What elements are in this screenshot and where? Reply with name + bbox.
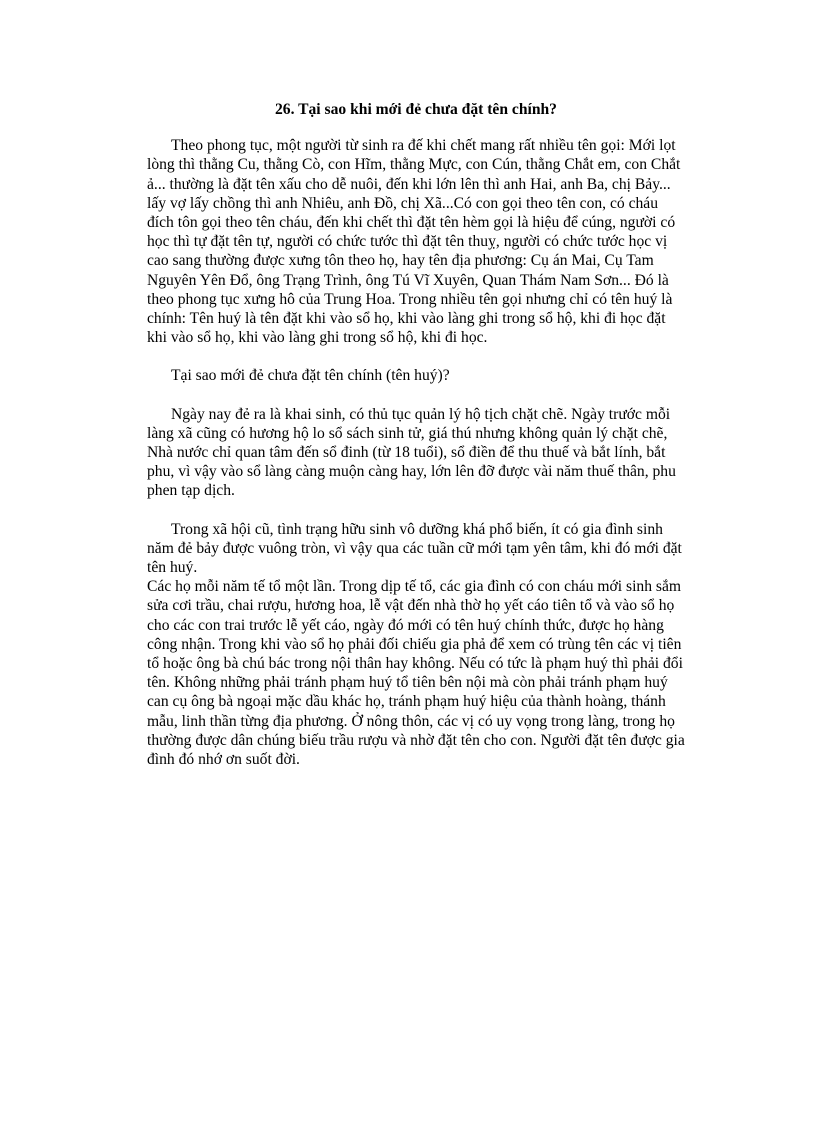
document-title: 26. Tại sao khi mới đẻ chưa đặt tên chính? (275, 101, 557, 118)
paragraph-infant-mortality: Trong xã hội cũ, tình trạng hữu sinh vô dưỡng khá phổ biến, ít có gia đình sinh năm đẻ bảy được vuông tròn, vì vậy qua các tuần cữ mới tạm yên tâm, khi đó mới đặt tên huý. (147, 520, 682, 577)
paragraph-question: Tại sao mới đẻ chưa đặt tên chính (tên huý)? (171, 367, 450, 385)
paragraph-intro: Theo phong tục, một người từ sinh ra đế khi chết mang rất nhiều tên gọi: Mới lọt lòng thì thằng Cu, thằng Cò, con Hĩm, thằng Mực, con Cún, thằng Chắt em, con Chắt ả... thường là đặt tên xấu cho dễ nuôi, đến khi lớn lên thì anh Hai, anh Ba, chị Bảy... lấy vợ lấy chồng thì anh Nhiêu, anh Đồ, chị Xã...Có con gọi theo tên con, có cháu đích tôn gọi theo tên cháu, đến khi chết thì đặt tên hèm gọi là hiệu để cúng, người có học thì tự đặt tên tự, người có chức tước thì đặt tên thuỵ, người có chức tước học vị cao sang thường được xưng tôn theo họ, hay tên địa phương: Cụ án Mai, Cụ Tam Nguyên Yên Đổ, ông Trạng Trình, ông Tú Vĩ Xuyên, Quan Thám Nam Sơn... Đó là theo phong tục xưng hô của Trung Hoa. Trong nhiều tên gọi nhưng chỉ có tên huý là chính: Tên huý là tên đặt khi vào sổ họ, khi vào làng ghi trong sổ hộ, khi đi học đặt khi vào sổ họ, khi vào làng ghi trong sổ hộ, khi đi học. (147, 137, 681, 347)
document-page (147, 100, 685, 769)
paragraph-ancestor-ceremony: Các họ mỗi năm tế tổ một lần. Trong dịp tế tổ, các gia đình có con cháu mới sinh sắm sửa cơi trầu, chai rượu, hương hoa, lễ vật đến nhà thờ họ yết cáo tiên tổ và vào sổ họ cho các con trai trước lễ yết cáo, ngày đó mới có tên huý chính thức, được họ hàng công nhận. Trong khi vào sổ họ phải đối chiếu gia phả để xem có trùng tên các vị tiên tổ hoặc ông bà chú bác trong nội thân hay không. Nếu có tức là phạm huý thì phải đổi tên. Không những phải tránh phạm huý tổ tiên bên nội mà còn phải tránh phạm huý can cụ ông bà ngoại mặc dầu khác họ, tránh phạm huý hiệu của thành hoàng, thánh mẫu, linh thần từng địa phương. Ở nông thôn, các vị có uy vọng trong làng, trong họ thường được dân chúng biếu trầu rượu và nhờ đặt tên cho con. Người đặt tên được gia đình đó nhớ ơn suốt đời. (147, 578, 685, 769)
paragraph-registration: Ngày nay đẻ ra là khai sinh, có thủ tục quản lý hộ tịch chặt chẽ. Ngày trước mỗi làng xã cũng có hương hộ lo sổ sách sinh tử, giá thú nhưng không quản lý chặt chẽ, Nhà nước chỉ quan tâm đến sổ đinh (từ 18 tuổi), sổ điền để thu thuế và bắt lính, bắt phu, vì vậy vào sổ làng càng muộn càng hay, lớn lên đỡ được vài năm thuế thân, phu phen tạp dịch. (147, 405, 676, 500)
